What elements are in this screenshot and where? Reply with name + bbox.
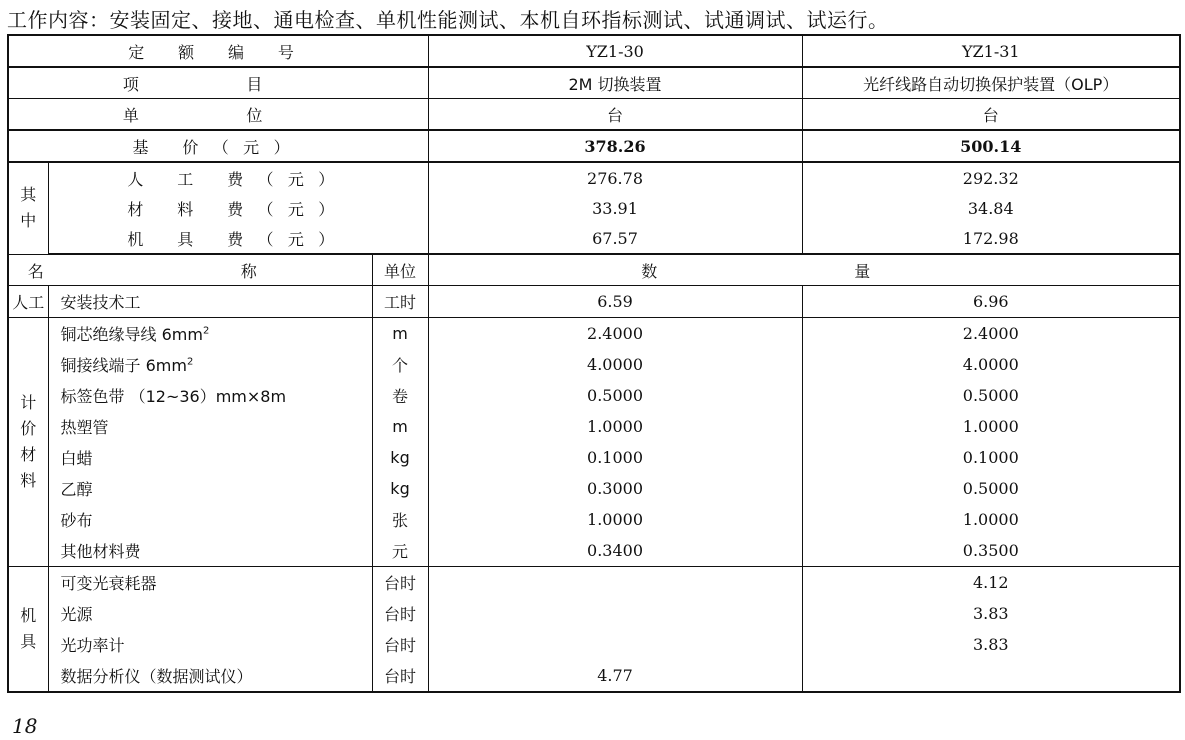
machine-unit: 台时 xyxy=(372,567,428,599)
machine-row xyxy=(8,660,1180,692)
machine-value: 3.83 xyxy=(802,598,1180,629)
material-row xyxy=(8,473,1180,504)
material-unit: 个 xyxy=(372,349,428,380)
materials-group-char: 计 xyxy=(20,393,37,412)
material-unit: kg xyxy=(372,442,428,473)
material-value: 1.0000 xyxy=(428,504,802,535)
work-content-header: 工作内容：安装固定、接地、通电检查、单机性能测试、本机自环指标测试、试通调试、试运行。 xyxy=(7,8,889,32)
material-value: 0.3000 xyxy=(428,473,802,504)
material-unit: 元 xyxy=(372,535,428,567)
quota-code-row xyxy=(8,35,1180,67)
machine-value xyxy=(428,598,802,629)
column-header-row xyxy=(8,254,1180,286)
material-name-text: 乙醇 xyxy=(60,480,93,499)
materials-group-char: 材 xyxy=(20,445,37,464)
machine-unit: 台时 xyxy=(372,598,428,629)
machines-group-char: 具 xyxy=(20,632,37,651)
material-name-text: 热塑管 xyxy=(60,418,109,437)
material-value: 2.4000 xyxy=(802,318,1180,350)
material-value: 0.5000 xyxy=(802,380,1180,411)
material-unit: m xyxy=(372,318,428,350)
base-price-cell: 378.26 xyxy=(428,130,802,162)
machine-name: 光源 xyxy=(48,598,372,629)
machine-name: 可变光衰耗器 xyxy=(48,567,372,599)
unit-cell: 台 xyxy=(428,99,802,131)
material-name xyxy=(48,380,372,411)
material-value: 0.1000 xyxy=(802,442,1180,473)
quota-code-cell: YZ1-30 xyxy=(428,35,802,67)
material-name xyxy=(48,473,372,504)
unit-row xyxy=(8,99,1180,131)
quota-table xyxy=(7,34,1181,693)
machine-name: 光功率计 xyxy=(48,629,372,660)
material-row xyxy=(8,318,1180,350)
machine-row xyxy=(8,567,1180,599)
machines-group-char: 机 xyxy=(20,606,37,625)
quota-code-cell: YZ1-31 xyxy=(802,35,1180,67)
machine-value xyxy=(802,660,1180,692)
item-cell: 2M 切换装置 xyxy=(428,67,802,99)
machine-name: 数据分析仪（数据测试仪） xyxy=(48,660,372,692)
materials-group-char: 价 xyxy=(20,419,37,438)
material-value: 0.1000 xyxy=(428,442,802,473)
machine-row xyxy=(8,629,1180,660)
material-value: 1.0000 xyxy=(802,504,1180,535)
base-price-row xyxy=(8,130,1180,162)
machine-value: 4.77 xyxy=(428,660,802,692)
material-name-text: 砂布 xyxy=(60,511,93,530)
material-name-text: 白蜡 xyxy=(60,449,93,468)
material-name-superscript: 2 xyxy=(202,325,210,337)
material-row xyxy=(8,442,1180,473)
material-name xyxy=(48,318,372,350)
material-row xyxy=(8,380,1180,411)
breakdown-row xyxy=(8,223,1180,254)
breakdown-group-char: 中 xyxy=(20,211,37,231)
machine-value xyxy=(428,567,802,599)
material-name-text: 铜接线端子 6mm xyxy=(60,356,187,375)
material-value: 0.3500 xyxy=(802,535,1180,567)
quantity-header: 数 量 xyxy=(428,254,1180,286)
breakdown-group xyxy=(8,162,48,254)
material-unit: 卷 xyxy=(372,380,428,411)
quota-code-label: 定 额 编 号 xyxy=(8,35,428,67)
labor-value: 6.96 xyxy=(802,286,1180,318)
material-row xyxy=(8,504,1180,535)
item-row xyxy=(8,67,1180,99)
material-value: 0.5000 xyxy=(802,473,1180,504)
breakdown-label: 材 料 费（元） xyxy=(48,193,428,223)
breakdown-value: 34.84 xyxy=(802,193,1180,223)
material-value: 4.0000 xyxy=(802,349,1180,380)
material-row xyxy=(8,349,1180,380)
quota-table-body xyxy=(8,35,1180,692)
name-header: 名 称 xyxy=(8,254,372,286)
material-name xyxy=(48,535,372,567)
material-name-text: 其他材料费 xyxy=(60,542,141,561)
labor-group: 人工 xyxy=(8,286,48,318)
labor-name: 安装技术工 xyxy=(48,286,372,318)
breakdown-label: 人 工 费（元） xyxy=(48,162,428,193)
material-name xyxy=(48,442,372,473)
item-label: 项 目 xyxy=(8,67,428,99)
machine-value: 4.12 xyxy=(802,567,1180,599)
material-name xyxy=(48,411,372,442)
material-row xyxy=(8,535,1180,567)
breakdown-group-char: 其 xyxy=(20,185,37,205)
material-value: 0.3400 xyxy=(428,535,802,567)
material-name xyxy=(48,504,372,535)
labor-unit: 工时 xyxy=(372,286,428,318)
breakdown-row xyxy=(8,193,1180,223)
labor-row xyxy=(8,286,1180,318)
material-value: 4.0000 xyxy=(428,349,802,380)
breakdown-value: 33.91 xyxy=(428,193,802,223)
machine-value xyxy=(428,629,802,660)
material-value: 0.5000 xyxy=(428,380,802,411)
material-name-text: 铜芯绝缘导线 6mm xyxy=(60,325,203,344)
breakdown-value: 67.57 xyxy=(428,223,802,254)
material-unit: 张 xyxy=(372,504,428,535)
material-unit: m xyxy=(372,411,428,442)
breakdown-value: 172.98 xyxy=(802,223,1180,254)
breakdown-label: 机 具 费（元） xyxy=(48,223,428,254)
breakdown-value: 276.78 xyxy=(428,162,802,193)
machine-value: 3.83 xyxy=(802,629,1180,660)
machine-unit: 台时 xyxy=(372,660,428,692)
material-name xyxy=(48,349,372,380)
page-number: 18 xyxy=(12,714,38,738)
material-name-text: 标签色带 （12~36）mm×8m xyxy=(60,387,287,406)
material-name-superscript: 2 xyxy=(186,356,194,368)
material-value: 2.4000 xyxy=(428,318,802,350)
material-row xyxy=(8,411,1180,442)
machines-group xyxy=(8,567,48,693)
item-cell: 光纤线路自动切换保护装置（OLP） xyxy=(802,67,1180,99)
machine-unit: 台时 xyxy=(372,629,428,660)
material-value: 1.0000 xyxy=(428,411,802,442)
labor-value: 6.59 xyxy=(428,286,802,318)
unit-header: 单位 xyxy=(372,254,428,286)
materials-group-char: 料 xyxy=(20,471,37,490)
materials-group xyxy=(8,318,48,567)
base-price-label: 基 价（元） xyxy=(8,130,428,162)
unit-label: 单 位 xyxy=(8,99,428,131)
breakdown-row xyxy=(8,162,1180,193)
material-unit: kg xyxy=(372,473,428,504)
machine-row xyxy=(8,598,1180,629)
base-price-cell: 500.14 xyxy=(802,130,1180,162)
breakdown-value: 292.32 xyxy=(802,162,1180,193)
material-value: 1.0000 xyxy=(802,411,1180,442)
unit-cell: 台 xyxy=(802,99,1180,131)
